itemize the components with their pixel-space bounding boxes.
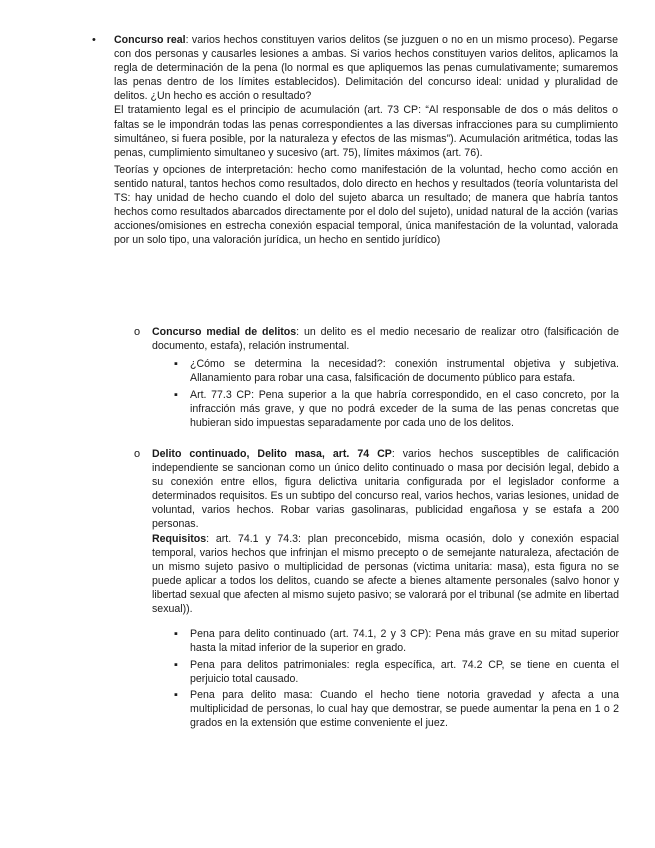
concurso-real-paragraph	[114, 33, 618, 103]
concurso-real-section	[114, 33, 618, 247]
concurso-real-text: : varios hechos constituyen varios delitos (se juzguen o no en un mismo proceso). Pegarse con dos personas y causarles lesiones a ambas. Si varios hechos constituyen varios delitos, aplicamos la regla de determinación de la pena (lo normal es que apliquemos las penas cumulativamente; sumaremos las penas dentro de los límites establecidos). Delimitación del concurso ideal: unidad y pluralidad de delitos. ¿Un hecho es acción o resultado?	[114, 34, 618, 103]
delito-continuado-section	[152, 447, 619, 616]
tratamiento-legal-paragraph: El tratamiento legal es el principio de acumulación (art. 73 CP: “Al responsable de dos o más delitos o faltas se le impondrán todas las penas correspondientes a las diversas infracciones para su cumplimiento simultáneo, si fuera posible, por la naturaleza y efectos de las mismas”). Acumulación aritmética, todas las penas, cumplimiento simultaneo y sucesivo (art. 75), límites máximos (art. 76).	[114, 104, 618, 159]
bullet-square: ▪	[174, 689, 178, 701]
list-item	[190, 627, 619, 655]
art-77-paragraph: Art. 77.3 CP: Pena superior a la que habría correspondido, en el caso concreto, por la infracción más grave, y que no podrá exceder de la suma de las penas concretas que hubieran sido impuestas separadamente por cada uno de los delitos.	[190, 389, 619, 430]
bullet-square: ▪	[174, 628, 178, 640]
bullet-square: ▪	[174, 659, 178, 671]
teorias-paragraph: Teorías y opciones de interpretación: hecho como manifestación de la voluntad, hecho como acción en sentido natural, tantos hechos como resultados, dolo directo en hechos y resultados (teoría voluntarista del TS: hay unidad de hecho cuando el dolo del sujeto abarca un resultado; de manera que habría tantos hechos como resultados abarcados directamente por el dolo del sujeto), unidad natural de la acción (varias acciones/omisiones en estrecha conexión espacial temporal, única manifestación de la voluntad, valorada por un solo tipo, una valoración jurídica, un hecho en sentido jurídico)	[114, 163, 618, 247]
delito-continuado-text: : varios hechos susceptibles de calificación independiente se sancionan como un único delito continuado o masa por decisión legal, debido a su conexión entre ellos, figura delictiva unitaria configurada por el legislador conforme a determinados requisitos. Es un subtipo del concurso real, varios hechos, varias lesiones, unidad de voluntad, varios hechos. Robar varias gasolinaras, publicidad engañosa y se estafa a 200 personas.	[152, 448, 619, 531]
list-item	[190, 688, 619, 730]
concurso-medial-section	[152, 325, 619, 353]
concurso-medial-label: Concurso medial de delitos	[152, 326, 297, 338]
requisitos-label: Requisitos	[152, 532, 207, 545]
pena-patrimoniales-paragraph: Pena para delitos patrimoniales: regla específica, art. 74.2 CP, se tiene en cuenta el perjuicio total causado.	[190, 659, 619, 686]
list-item	[190, 388, 619, 430]
bullet-disc: •	[92, 34, 96, 46]
list-item	[190, 357, 619, 385]
delito-continuado-paragraph	[152, 447, 619, 532]
concurso-medial-text: : un delito es el medio necesario de realizar otro (falsificación de documento, estafa), relación instrumental.	[152, 326, 619, 353]
requisitos-paragraph	[152, 532, 619, 617]
bullet-circle: o	[134, 326, 141, 338]
list-item	[190, 658, 619, 686]
concurso-medial-paragraph	[152, 325, 619, 353]
pena-continuado-paragraph: Pena para delito continuado (art. 74.1, 2 y 3 CP): Pena más grave en su mitad superior hasta la mitad inferior de la superior en grado.	[190, 628, 619, 655]
necesidad-paragraph: ¿Cómo se determina la necesidad?: conexión instrumental objetiva y subjetiva. Allanamiento para robar una casa, falsificación de documento público para estafa.	[190, 358, 619, 385]
bullet-square: ▪	[174, 389, 178, 401]
concurso-real-label: Concurso real	[114, 34, 186, 46]
delito-continuado-label: Delito continuado, Delito masa, art. 74 CP	[152, 448, 392, 460]
requisitos-text: : art. 74.1 y 74.3: plan preconcebido, misma ocasión, dolo y conexión espacial temporal, varios hechos que infrinjan el mismo precepto o de semejante naturaleza, afectación de un mismo sujeto pasivo o multiplicidad de personas (victima unitaria: masa), esta figura no se puede aplicar a todos los delitos, cuando se afecte a bienes altamente personales (salvo honor y libertad sexual que afecten al mismo sujeto pasivo; se valorará por el tribunal (se admite en libertad sexual)).	[152, 532, 619, 616]
pena-masa-paragraph: Pena para delito masa: Cuando el hecho tiene notoria gravedad y afecta a una multiplicidad de personas, lo cual hay que demostrar, se puede aumentar la pena en 1 o 2 grados en la extensión que estime conveniente el juez.	[190, 689, 619, 730]
bullet-circle: o	[134, 448, 141, 460]
bullet-square: ▪	[174, 358, 178, 370]
